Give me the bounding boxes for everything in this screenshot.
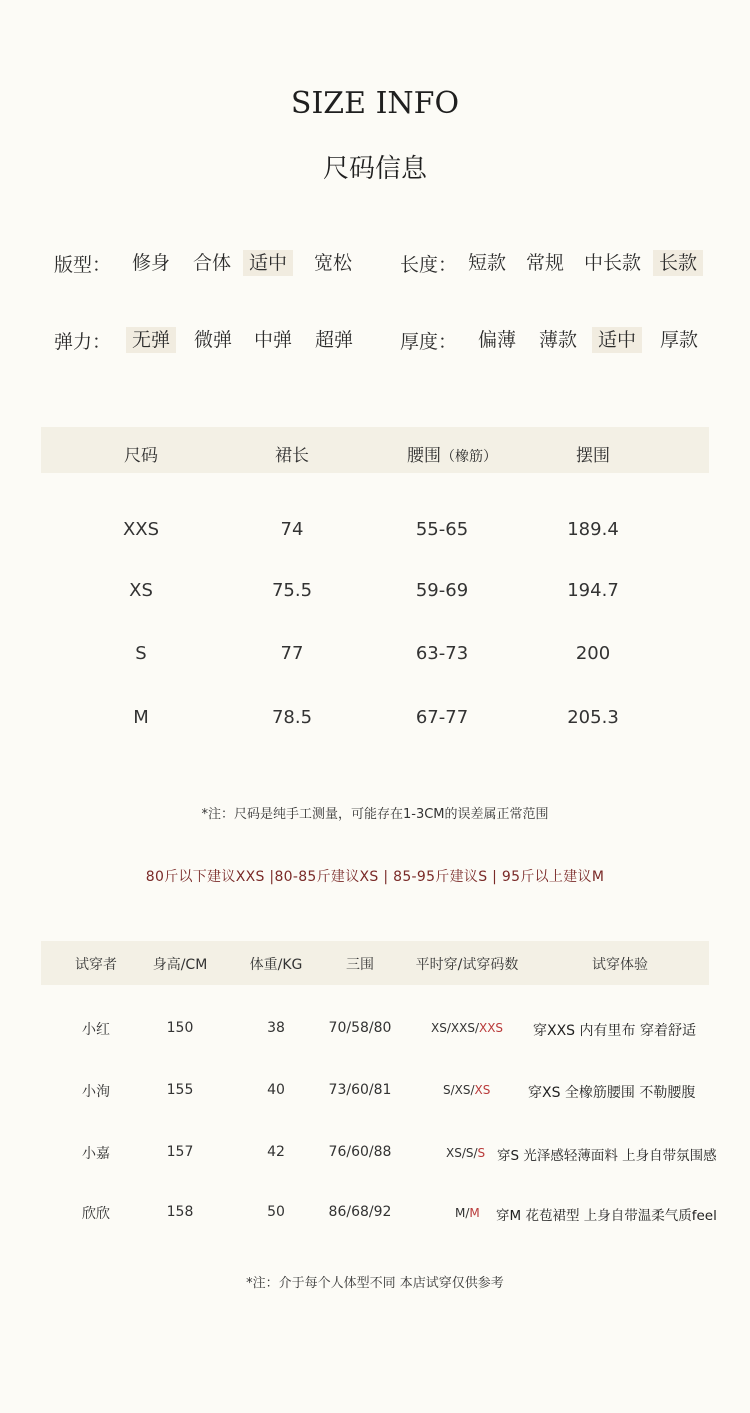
tryon-name: 欣欣 <box>82 1206 110 1222</box>
waist-cell: 67-77 <box>415 707 469 728</box>
size-cell: XS <box>129 580 153 601</box>
usual-size: S/XS/ <box>443 1083 475 1097</box>
tryon-header-experience: 试穿体验 <box>592 957 648 973</box>
tried-size: S <box>477 1146 486 1160</box>
tryon-name: 小嘉 <box>82 1146 110 1162</box>
tryon-name: 小红 <box>82 1022 110 1038</box>
thickness-label: 厚度： <box>400 331 458 353</box>
length-option: 短款 <box>468 252 507 274</box>
tryon-header-name: 试穿者 <box>75 957 117 973</box>
elastic-option: 微弹 <box>194 329 233 351</box>
tryon-height: 157 <box>166 1144 194 1160</box>
tryon-size <box>443 1083 490 1097</box>
waist-cell: 55-65 <box>415 519 469 540</box>
elastic-option: 超弹 <box>315 329 354 351</box>
elastic-option-selected: 无弹 <box>126 327 176 353</box>
usual-size: XS/XXS/ <box>431 1021 479 1035</box>
hem-cell: 205.3 <box>567 707 619 728</box>
tryon-measurements: 86/68/92 <box>328 1204 392 1220</box>
tryon-experience: 穿XS 全橡筋腰围 不勒腰腹 <box>528 1085 696 1101</box>
tryon-height: 158 <box>166 1204 194 1220</box>
tryon-experience: 穿M 花苞裙型 上身自带温柔气质feel <box>496 1208 717 1224</box>
tryon-weight: 40 <box>267 1082 285 1098</box>
measurement-note: *注：尺码是纯手工测量，可能存在1-3CM的误差属正常范围 <box>201 807 549 822</box>
length-cell: 75.5 <box>271 580 313 601</box>
size-header-size: 尺码 <box>124 446 158 466</box>
tryon-size <box>446 1146 485 1160</box>
tryon-size <box>455 1206 480 1220</box>
length-cell: 77 <box>280 643 304 664</box>
waist-cell: 63-73 <box>415 643 469 664</box>
tryon-weight: 50 <box>267 1204 285 1220</box>
hem-cell: 189.4 <box>567 519 619 540</box>
tryon-weight: 38 <box>267 1020 285 1036</box>
fit-option: 合体 <box>193 252 232 274</box>
tryon-size <box>431 1021 503 1035</box>
waist-label: 腰围 <box>407 446 441 466</box>
length-label: 长度： <box>400 254 458 276</box>
size-cell: M <box>133 707 149 728</box>
tryon-experience: 穿XXS 内有里布 穿着舒适 <box>533 1023 696 1039</box>
thickness-option: 偏薄 <box>478 329 517 351</box>
length-option: 常规 <box>526 252 565 274</box>
fit-label: 版型： <box>54 254 112 276</box>
length-option-selected: 长款 <box>653 250 703 276</box>
waist-cell: 59-69 <box>415 580 469 601</box>
tryon-measurements: 70/58/80 <box>328 1020 392 1036</box>
size-header-hem: 摆围 <box>576 446 610 466</box>
tryon-header-measurements: 三围 <box>346 957 374 973</box>
thickness-option-selected: 适中 <box>592 327 642 353</box>
tryon-experience: 穿S 光泽感轻薄面料 上身自带氛围感 <box>497 1148 717 1164</box>
thickness-option: 厚款 <box>660 329 699 351</box>
tryon-measurements: 76/60/88 <box>328 1144 392 1160</box>
waist-elastic-note: （橡筋） <box>441 449 497 465</box>
fit-option: 宽松 <box>314 252 353 274</box>
usual-size: M/ <box>455 1206 470 1220</box>
length-cell: 78.5 <box>271 707 313 728</box>
elastic-option: 中弹 <box>254 329 293 351</box>
size-header-waist <box>392 441 512 466</box>
fit-option: 修身 <box>132 252 171 274</box>
hem-cell: 200 <box>575 643 611 664</box>
attr-row-elastic-thickness <box>0 327 750 357</box>
size-cell: XXS <box>122 519 160 540</box>
tryon-header-height: 身高/CM <box>152 957 208 973</box>
elastic-label: 弹力： <box>54 331 112 353</box>
tryon-weight: 42 <box>267 1144 285 1160</box>
size-recommendation: 80斤以下建议XXS |80-85斤建议XS | 85-95斤建议S | 95斤以上建议M <box>145 869 605 885</box>
tryon-header-weight: 体重/KG <box>249 957 303 973</box>
size-cell: S <box>135 643 147 664</box>
tried-size: M <box>469 1206 480 1220</box>
tryon-note: *注：介于每个人体型不同 本店试穿仅供参考 <box>246 1276 504 1291</box>
thickness-option: 薄款 <box>539 329 578 351</box>
tried-size: XXS <box>478 1021 504 1035</box>
tryon-name: 小洵 <box>82 1084 110 1100</box>
length-option: 中长款 <box>584 252 642 274</box>
tryon-header-size: 平时穿/试穿码数 <box>415 957 519 973</box>
hem-cell: 194.7 <box>567 580 619 601</box>
length-cell: 74 <box>280 519 304 540</box>
attr-row-fit-length <box>0 250 750 280</box>
page-title-en: SIZE INFO <box>290 86 460 121</box>
usual-size: XS/S/ <box>446 1146 478 1160</box>
tryon-measurements: 73/60/81 <box>328 1082 392 1098</box>
size-header-length: 裙长 <box>275 446 309 466</box>
fit-option-selected: 适中 <box>243 250 293 276</box>
tryon-height: 155 <box>166 1082 194 1098</box>
tried-size: XS <box>474 1083 491 1097</box>
tryon-height: 150 <box>166 1020 194 1036</box>
page-title-cn: 尺码信息 <box>322 154 427 184</box>
